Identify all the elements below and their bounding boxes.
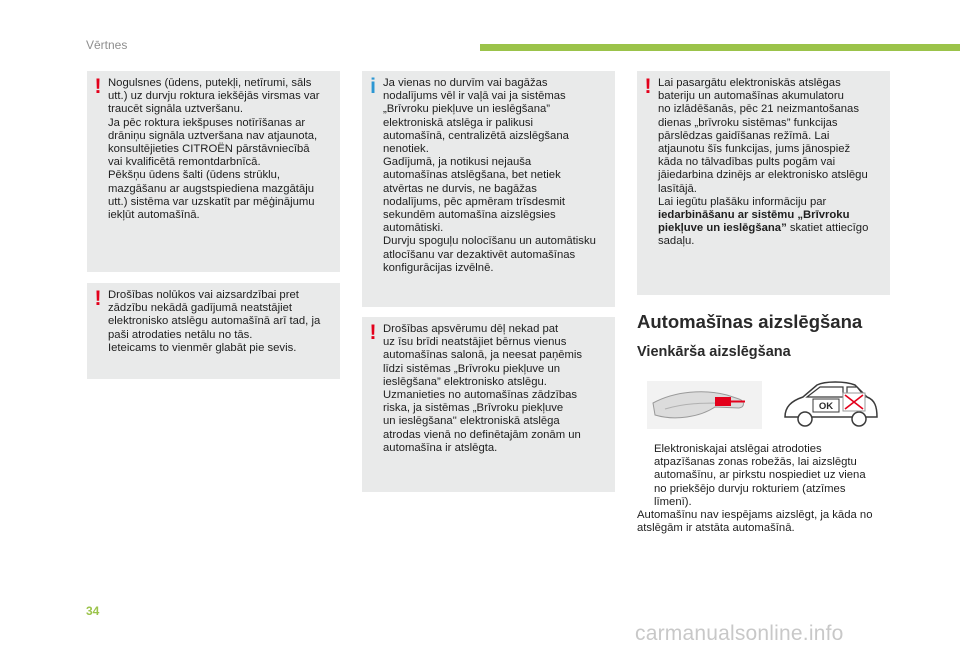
chapter-accent-bar [480,44,960,51]
section-title: Automašīnas aizslēgšana [637,311,863,332]
warning-icon: ! [369,321,377,344]
bullet-item [637,443,887,509]
warning-box-security [87,283,340,379]
note-text: Automašīnu nav iespējams aizslēgt, ja kāda no atslēgām ir atstāta automašīnā. [637,509,873,535]
warning-text: Lai pasargātu elektroniskās atslēgas bateriju un automašīnas akumulatoru no izlādēšanās, pēc 21 neizmantošanas dienas „brīvroku sistēmas” funkcijas pārslēdzas gaidīšanas režīmā. Lai atjaunotu šīs funkcijas, jums jānospiež kāda no tālvadības pults pogām vai jāiedarbina dzinējs ar elektronisko atslēgu lasītājā. Lai iegūtu plašāku informāciju par iedarbināšanu ar sistēmu „Brīvroku piekļuve un ieslēgšana” skatiet attiecīgo sadaļu. [658,77,869,248]
warning-text: Drošības nolūkos vai aizsardzībai pret zādzību nekādā gadījumā neatstājiet elektronisko atslēgu automašīnā arī tad, ja paši atrodaties netālu no tās. Ieteicams to vienmēr glabāt pie sevis. [108,289,321,354]
info-icon: i [370,75,376,98]
locking-illustration [645,373,880,433]
bullet-symbol [637,443,654,509]
warning-text: Drošības apsvērumu dēļ nekad pat uz īsu brīdi neatstājiet bērnus vienus automašīnas salonā, ja neesat paņēmis līdzi sistēmas „Brīvroku piekļuve un ieslēgšana” elektronisko atslēgu. Uzmanieties no automašīnas zādzības riska, ja sistēmas „Brīvroku piekļuve un ieslēgšana" elektroniskā atslēga atrodas vienā no definētajām zonām un automašīna ir atslēgta. [383,323,583,454]
info-text: Ja vienas no durvīm vai bagāžas nodalījums vēl ir vaļā vai ja sistēmas „Brīvroku piekļuve un ieslēgšana” elektroniskā atslēga ir palikusi automašīnā, centralizētā aizslēgšana nenotiek. Gadījumā, ja notikusi nejauša automašīnas atslēgšana, bet netiek atvērtas ne durvis, ne bagāžas nodalījums, pēc apmēram trīsdesmit sekundēm automašīna aizslēgsies automātiski. Durvju spoguļu nolocīšanu un automātisku atlocīšanu var dezaktivēt automašīnas konfigurācijas izvēlnē. [383,77,596,274]
warning-box-children [362,317,615,492]
warning-box-battery [637,71,890,295]
chapter-title: Vērtnes [86,38,128,52]
info-box-locking [362,71,615,307]
bold-reference: iedarbināšanu ar sistēmu „Brīvroku piekļuve un ieslēgšana” [658,209,850,235]
warning-icon: ! [644,75,652,98]
bullet-text: Elektroniskajai atslēgai atrodoties atpazīšanas zonas robežās, lai aizslēgtu automašīnu, ar pirkstu nospiediet uz viena no priekšējo durvju rokturiem (atzīmes līmenī). [654,443,866,508]
warning-text: Nogulsnes (ūdens, putekļi, netīrumi, sāls utt.) uz durvju roktura iekšējās virsmas var traucēt signāla uztveršanu. Ja pēc roktura iekšpuses notīrīšanas ar drāniņu signāla uztveršana nav atjaunota, konsultējieties CITROËN pārstāvniecībā vai kvalificētā remontdarbnīcā. Pēkšņu ūdens šalti (ūdens strūklu, mazgāšanu ar augstspiediena mazgātāju utt.) sistēma var uzskatīt par mēģinājumu iekļūt automašīnā. [108,77,320,222]
page-number: 34 [86,604,100,618]
warning-icon: ! [94,287,102,310]
subsection-title: Vienkārša aizslēgšana [637,344,791,360]
handle-marker [715,397,731,406]
instruction-block [637,443,887,535]
ok-badge-label: OK [818,401,834,412]
warning-icon: ! [94,75,102,98]
warning-box-deposits [87,71,340,272]
watermark: carmanualsonline.info [635,622,844,645]
